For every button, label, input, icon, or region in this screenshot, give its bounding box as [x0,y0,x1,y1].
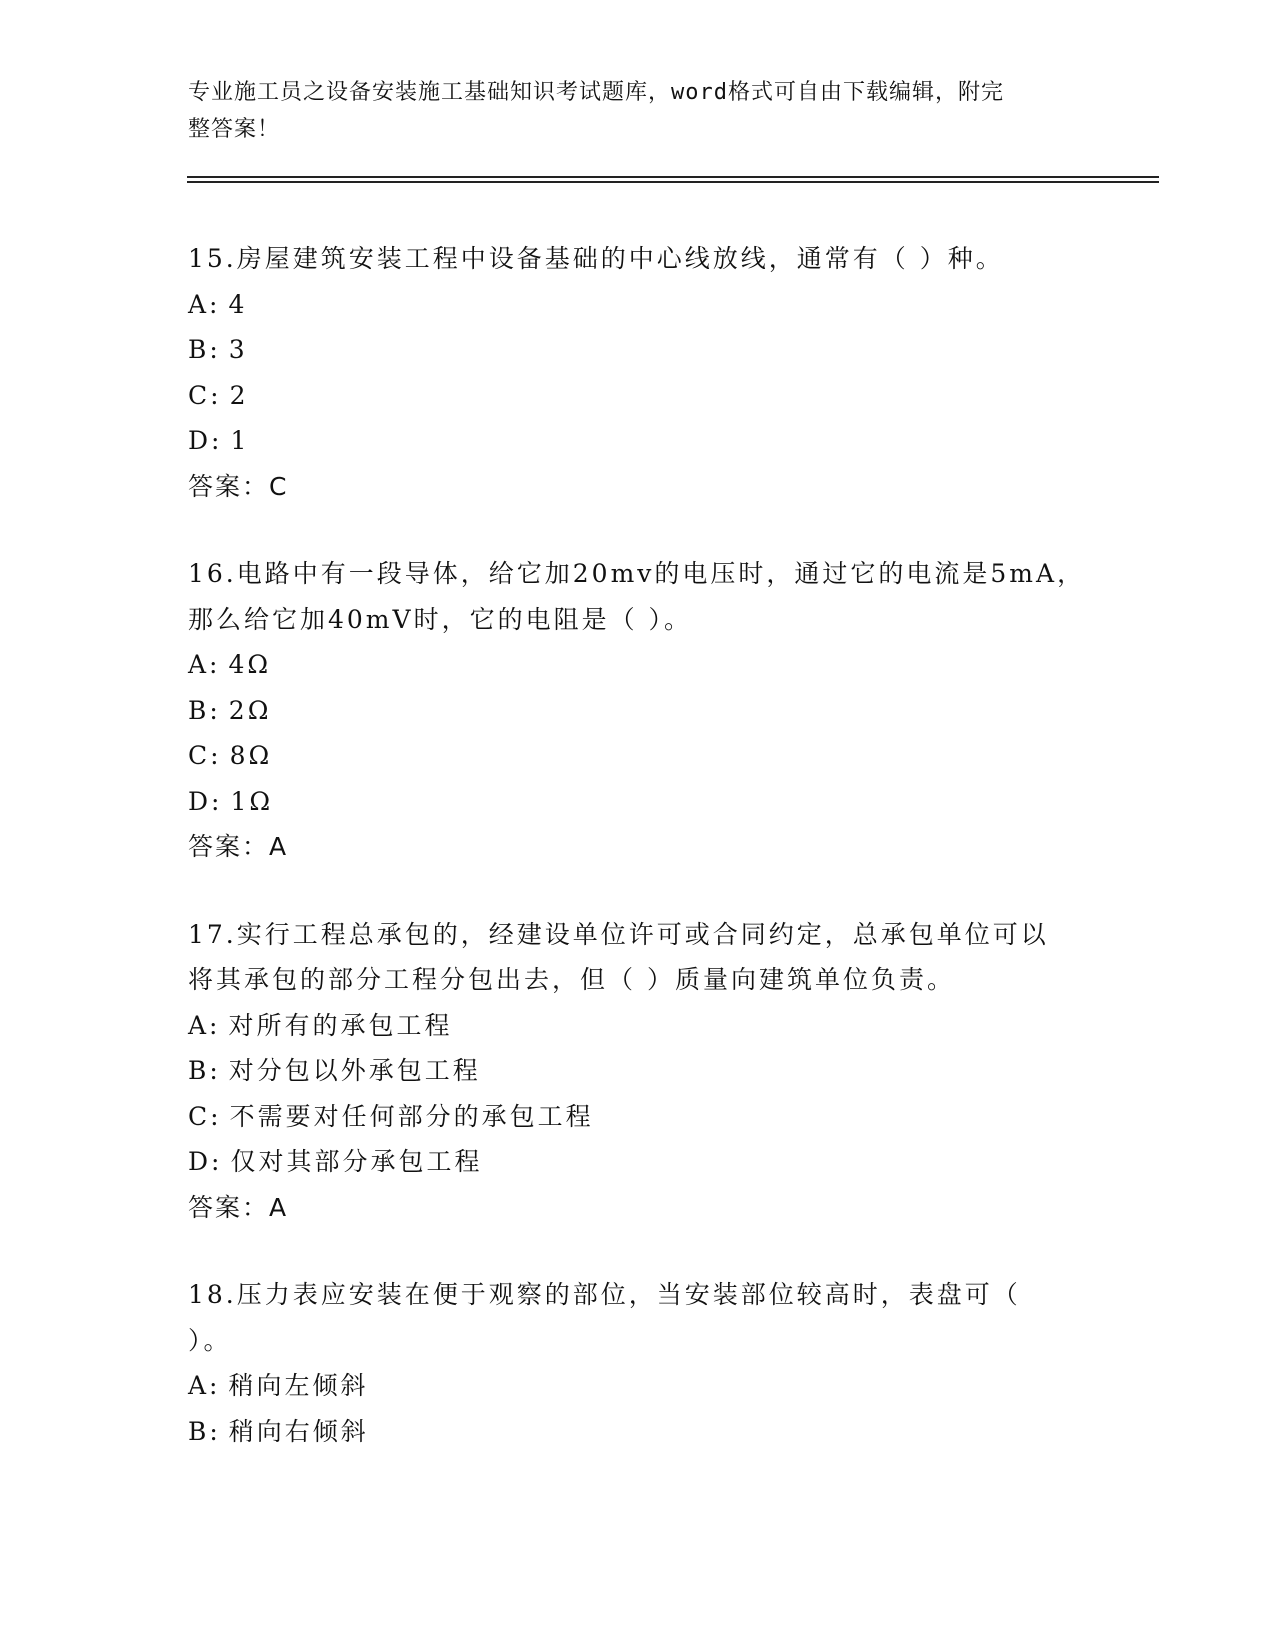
option-c [188,373,1088,419]
question-15 [188,236,1088,509]
document-header [188,74,1088,148]
option-key: A: [188,650,221,679]
header-divider-bottom [187,181,1159,183]
option-text: 不需要对任何部分的承包工程 [229,1101,594,1131]
option-text: 仅对其部分承包工程 [230,1147,483,1176]
header-divider-top [187,176,1159,178]
option-key: B: [188,695,221,725]
option-key: D: [188,426,223,455]
option-d [188,779,1088,825]
option-c [188,733,1088,779]
header-line-2: 整答案！ [188,117,281,142]
option-text: 对所有的承包工程 [228,1010,453,1040]
option-text: 稍向右倾斜 [228,1416,369,1446]
option-key: D: [188,1147,223,1176]
option-b [188,327,1088,373]
option-d [188,418,1088,464]
option-a [188,1003,1088,1049]
option-key: C: [188,380,222,410]
question-list [188,236,1088,1496]
option-text: 4Ω [228,650,272,679]
option-key: C: [188,1101,222,1131]
question-16 [188,551,1088,870]
option-text: 3 [228,335,248,364]
option-text: 4 [228,289,248,319]
option-b [188,1409,1088,1455]
question-stem: 17.实行工程总承包的，经建设单位许可或合同约定，总承包单位可以 [188,919,1049,949]
question-stem: 15.房屋建筑安装工程中设备基础的中心线放线，通常有（ ）种。 [188,244,1004,273]
option-a [188,1363,1088,1409]
option-key: B: [188,1416,221,1446]
option-key: D: [188,786,223,816]
option-key: B: [188,1056,221,1085]
option-text: 稍向左倾斜 [228,1371,369,1400]
option-a [188,282,1088,328]
option-d [188,1139,1088,1185]
question-18 [188,1272,1088,1454]
question-17 [188,912,1088,1231]
option-b [188,688,1088,734]
option-b [188,1048,1088,1094]
option-key: C: [188,741,222,770]
answer-line: 答案：C [188,471,289,501]
option-key: A: [188,1010,221,1040]
option-text: 8Ω [229,741,273,770]
answer-line: 答案：A [188,832,289,861]
option-key: A: [188,1371,221,1400]
option-c [188,1094,1088,1140]
option-key: B: [188,335,221,364]
question-stem-cont: 将其承包的部分工程分包出去，但（ ）质量向建筑单位负责。 [188,965,955,994]
option-text: 2 [229,380,249,410]
option-text: 对分包以外承包工程 [228,1056,481,1085]
option-a [188,642,1088,688]
option-key: A: [188,289,221,319]
header-line-1: 专业施工员之设备安装施工基础知识考试题库，word格式可自由下载编辑，附完 [188,80,1004,105]
answer-line: 答案：A [188,1192,289,1222]
question-stem-cont: ）。 [188,1325,232,1355]
option-text: 2Ω [228,695,272,725]
question-stem: 16.电路中有一段导体，给它加20mv的电压时，通过它的电流是5mA， [188,559,1086,588]
question-stem: 18.压力表应安装在便于观察的部位，当安装部位较高时，表盘可（ [188,1280,1021,1309]
option-text: 1 [230,426,250,455]
question-stem-cont: 那么给它加40mV时，它的电阻是（ ）。 [188,604,693,634]
option-text: 1Ω [230,786,274,816]
